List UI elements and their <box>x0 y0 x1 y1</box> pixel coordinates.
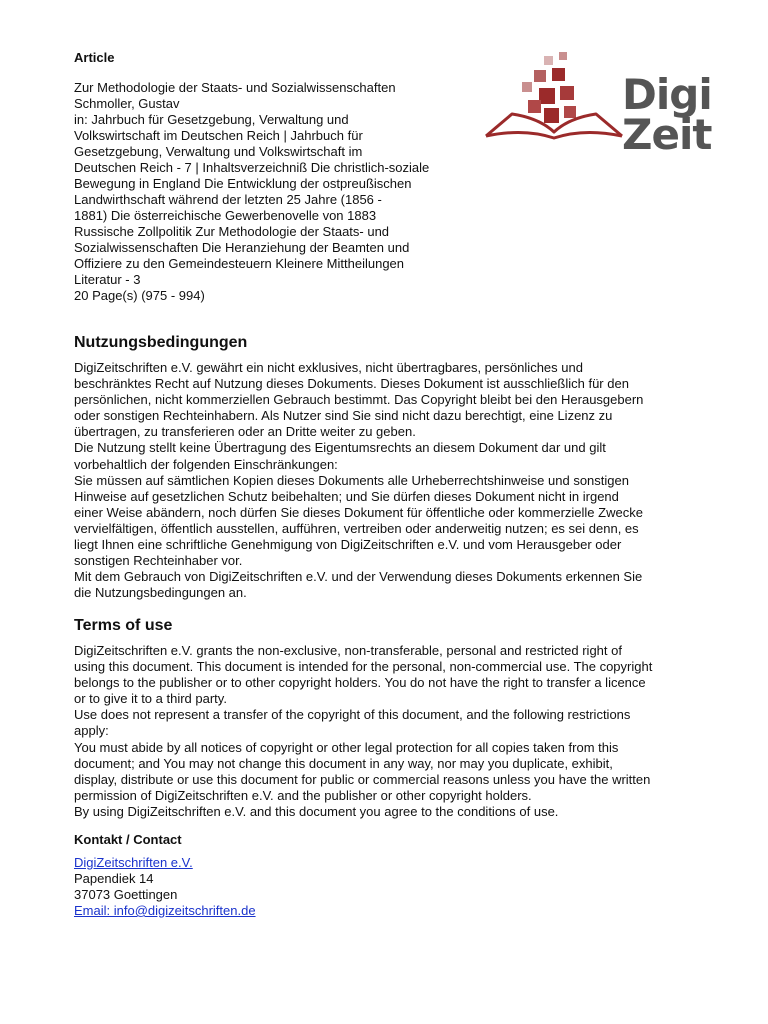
nutzung-line: oder sonstigen Rechteinhabern. Als Nutzer sind Sie sind nicht dazu berechtigt, eine Lizenz zu <box>74 408 613 424</box>
nutzung-line: sonstigen Rechteinhaber vor. <box>74 553 243 569</box>
article-line: Gesetzgebung, Verwaltung und Volkswirtschaft im <box>74 144 363 159</box>
terms-line: Use does not represent a transfer of the copyright of this document, and the following restrictions <box>74 707 631 723</box>
terms-paragraph <box>74 643 699 820</box>
terms-line: display, distribute or use this document for public or commercial reasons unless you have the written <box>74 771 651 787</box>
terms-line: apply: <box>74 723 109 739</box>
article-line: Russische Zollpolitik Zur Methodologie der Staats- und <box>74 224 390 239</box>
article-metadata <box>74 80 474 304</box>
nutzung-line: einer Weise abändern, noch dürfen Sie dieses Dokument für öffentliche oder kommerzielle Zwecke <box>74 504 643 520</box>
article-line: Volkswirtschaft im Deutschen Reich | Jahrbuch für <box>74 128 363 143</box>
nutzung-heading: Nutzungsbedingungen <box>74 334 248 351</box>
nutzung-line: persönlichen, nicht kommerziellen Gebrauch bestimmt. Das Copyright bleibt bei den Herausgebern <box>74 392 644 408</box>
terms-line: belongs to the publisher or to other copyright holders. You do not have the right to transfer a licence <box>74 675 646 691</box>
org-link[interactable]: DigiZeitschriften e.V. <box>74 855 193 870</box>
article-author: Schmoller, Gustav <box>74 96 180 111</box>
article-title: Zur Methodologie der Staats- und Sozialwissenschaften <box>74 80 396 95</box>
nutzung-line: vervielfältigen, öffentlich ausstellen, aufführen, vertreiben oder anderweitig nutzen; es sei denn, es <box>74 520 639 536</box>
terms-heading: Terms of use <box>74 617 173 634</box>
terms-line: permission of DigiZeitschriften e.V. and the publisher or other copyright holders. <box>74 787 532 803</box>
terms-line: You must abide by all notices of copyright or other legal protection for all copies taken from this <box>74 739 619 755</box>
article-label: Article <box>74 50 115 65</box>
street-address: Papendiek 14 <box>74 871 154 886</box>
terms-line: By using DigiZeitschriften e.V. and this document you agree to the conditions of use. <box>74 803 559 819</box>
email-link[interactable]: Email: info@digizeitschriften.de <box>74 903 256 918</box>
digizeit-logo <box>484 48 714 158</box>
nutzung-line: Hinweise auf gesetzlichen Schutz beibehalten; und Sie dürfen dieses Dokument nicht in irgend <box>74 488 619 504</box>
article-line: Deutschen Reich - 7 | Inhaltsverzeichniß Die christlich-soziale <box>74 160 430 175</box>
nutzung-line: liegt Ihnen eine schriftliche Genehmigung von DigiZeitschriften e.V. und vom Herausgeber oder <box>74 537 622 553</box>
logo-digi-text: Digi <box>622 70 712 119</box>
nutzung-line: Sie müssen auf sämtlichen Kopien dieses Dokuments alle Urheberrechtshinweise und sonstigen <box>74 472 629 488</box>
article-line: Offiziere zu den Gemeindesteuern Kleinere Mittheilungen <box>74 256 405 271</box>
nutzung-line: die Nutzungsbedingungen an. <box>74 585 247 601</box>
nutzung-line: vorbehaltlich der folgenden Einschränkungen: <box>74 456 338 472</box>
article-line: Literatur - 3 <box>74 272 141 287</box>
logo-zeit-text: Zeit <box>622 110 712 159</box>
terms-line: or to give it to a third party. <box>74 691 227 707</box>
nutzung-line: Mit dem Gebrauch von DigiZeitschriften e.V. und der Verwendung dieses Dokuments erkennen Sie <box>74 569 643 585</box>
article-pages: 20 Page(s) (975 - 994) <box>74 288 205 303</box>
article-line: 1881) Die österreichische Gewerbenovelle von 1883 <box>74 208 377 223</box>
article-line: in: Jahrbuch für Gesetzgebung, Verwaltung und <box>74 112 349 127</box>
nutzung-line: Die Nutzung stellt keine Übertragung des Eigentumsrechts an diesem Dokument dar und gilt <box>74 440 606 456</box>
city-address: 37073 Goettingen <box>74 887 178 902</box>
nutzung-line: DigiZeitschriften e.V. gewährt ein nicht exklusives, nicht übertragbares, persönliches und <box>74 360 583 375</box>
article-line: Bewegung in England Die Entwicklung der ostpreußischen <box>74 176 412 191</box>
article-line: Landwirthschaft während der letzten 25 Jahre (1856 - <box>74 192 382 207</box>
terms-line: DigiZeitschriften e.V. grants the non-exclusive, non-transferable, personal and restricted right of <box>74 643 622 658</box>
nutzung-paragraph <box>74 360 699 601</box>
terms-line: document; and You may not change this document in any way, nor may you duplicate, exhibit, <box>74 755 613 771</box>
terms-line: using this document. This document is intended for the personal, non-commercial use. The copyright <box>74 659 653 675</box>
nutzung-line: beschränktes Recht auf Nutzung dieses Dokuments. Dieses Dokument ist ausschließlich für den <box>74 376 629 392</box>
article-line: Sozialwissenschaften Die Heranziehung der Beamten und <box>74 240 410 255</box>
nutzung-line: übertragen, zu transferieren oder an Dritte weiter zu geben. <box>74 424 416 440</box>
contact-heading: Kontakt / Contact <box>74 832 182 847</box>
contact-block <box>74 855 256 919</box>
